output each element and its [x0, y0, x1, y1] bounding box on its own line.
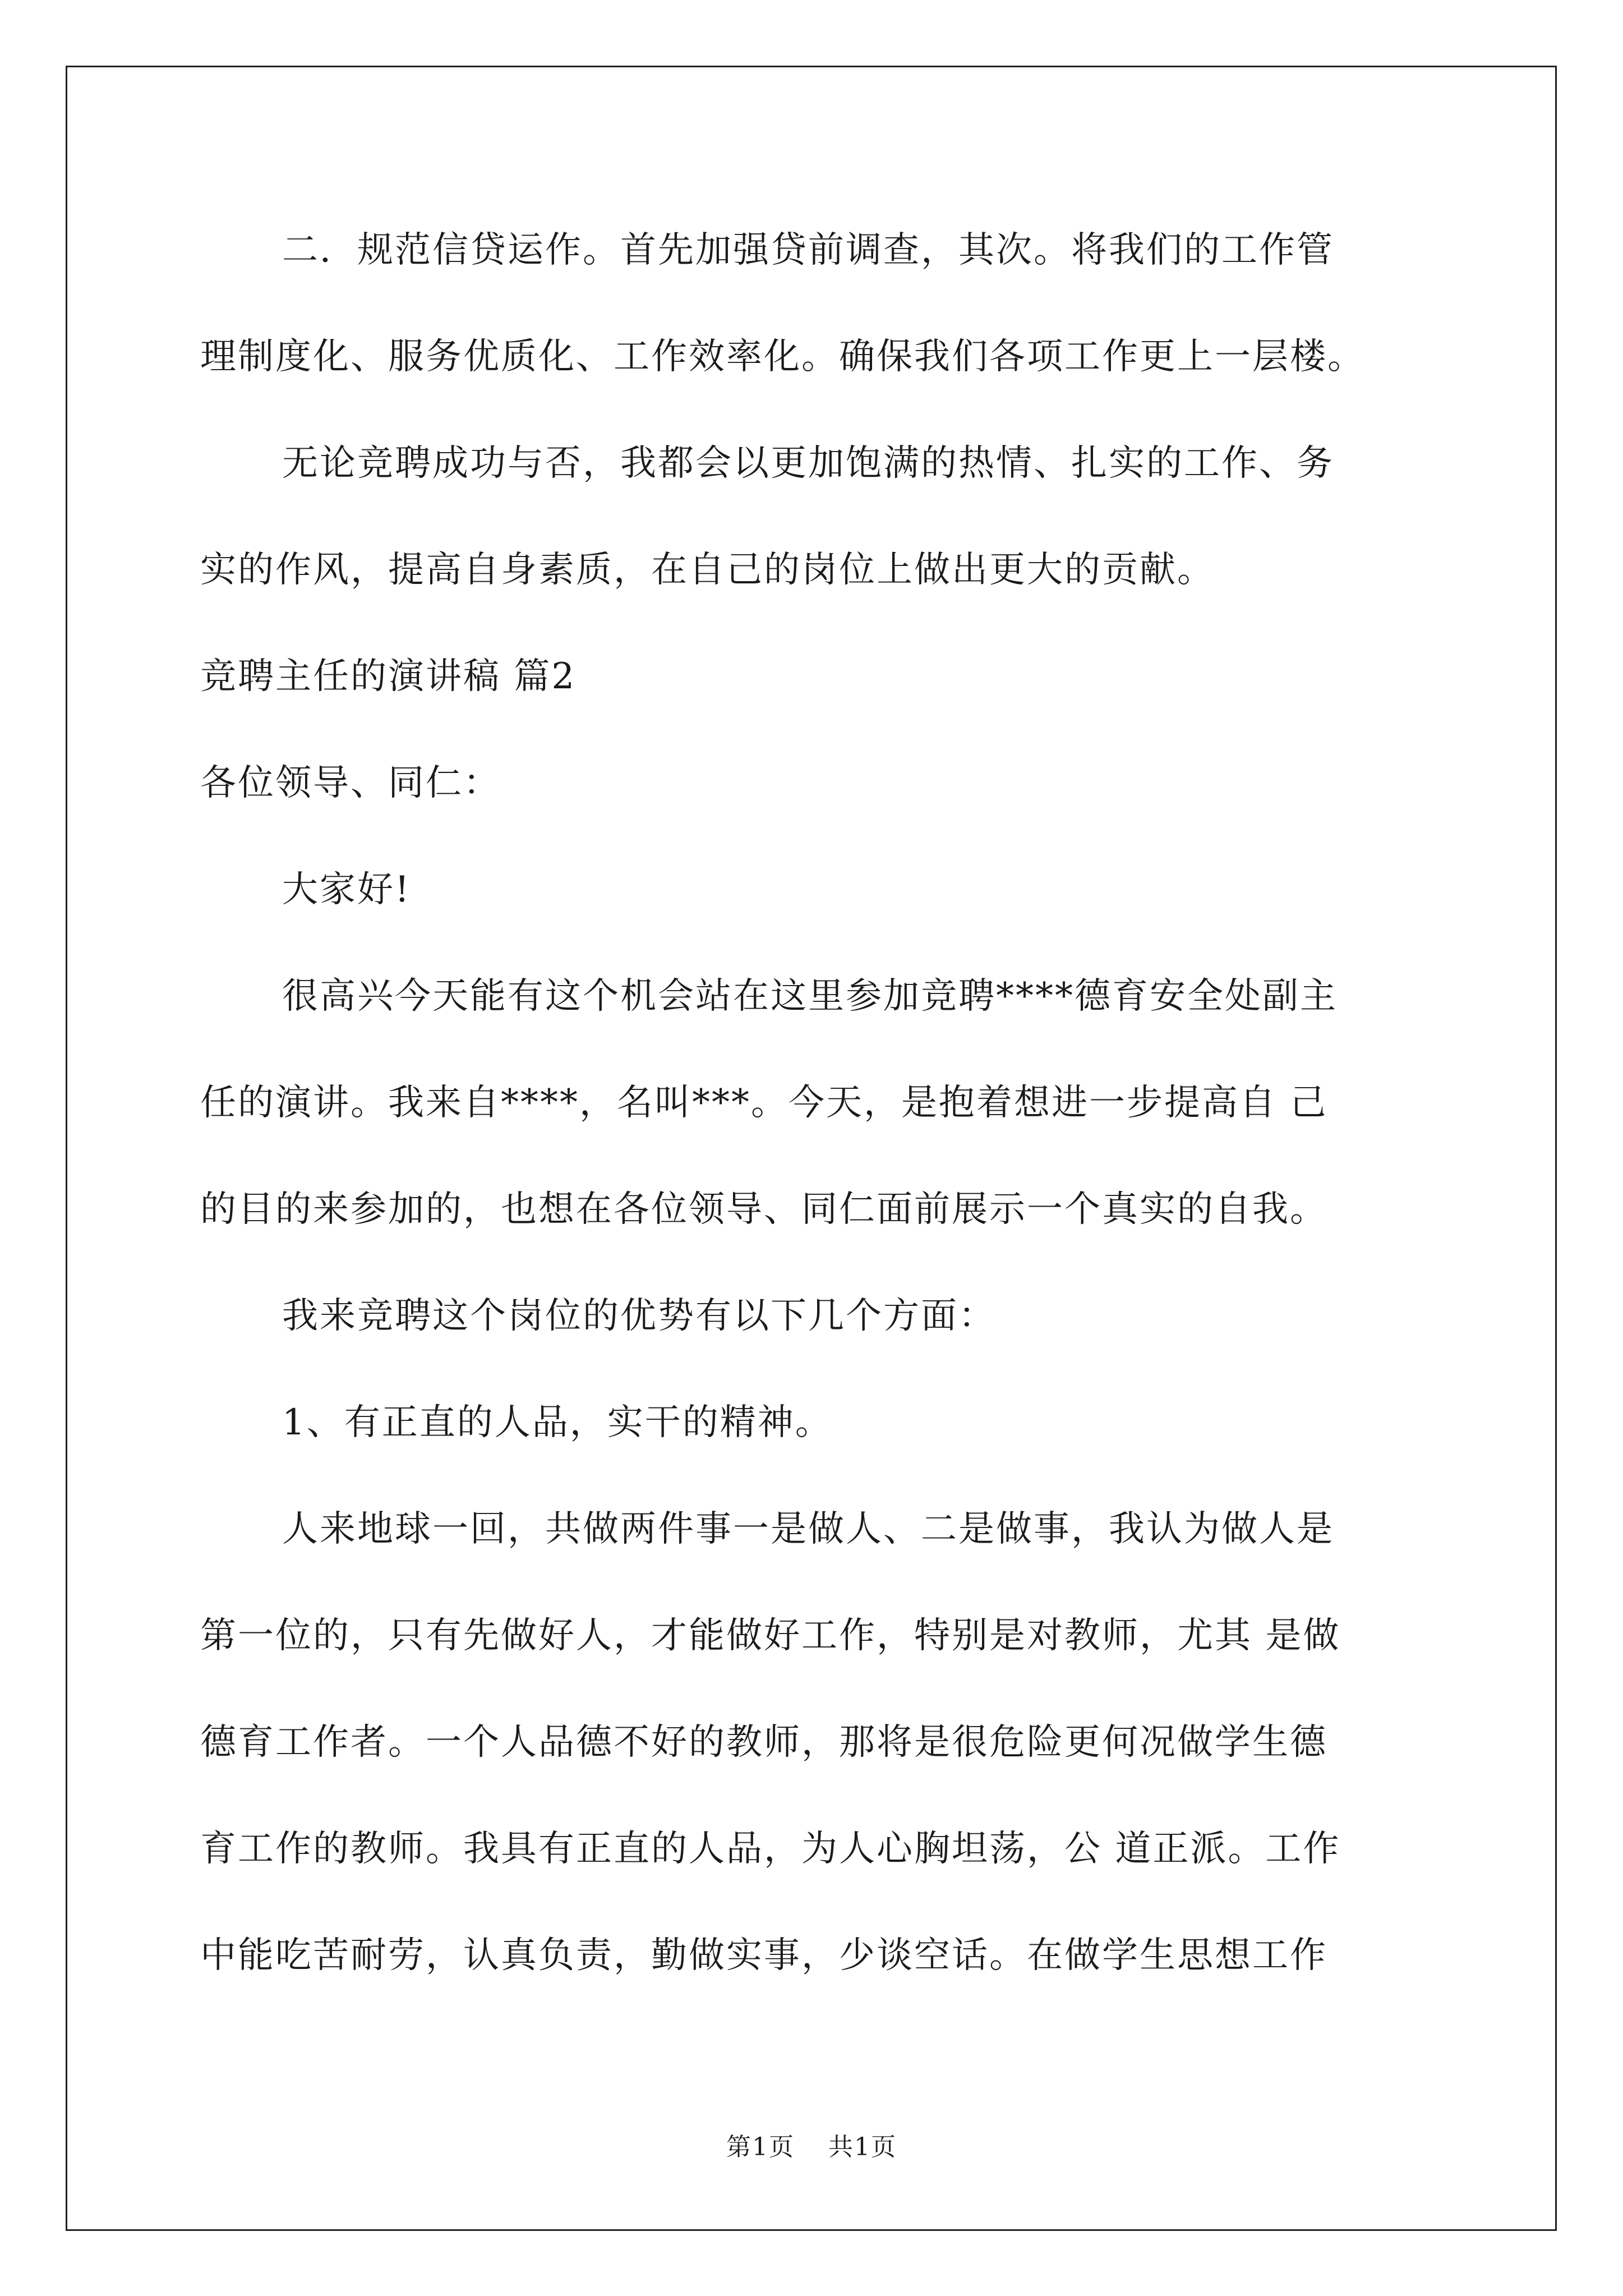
paragraph-line: 中能吃苦耐劳，认真负责，勤做实事，少谈空话。在做学生思想工作: [200, 1935, 1327, 1976]
paragraph-line: 德育工作者。一个人品德不好的教师，那将是很危险更何况做学生德: [200, 1722, 1327, 1763]
paragraph-line: 理制度化、服务优质化、工作效率化。确保我们各项工作更上一层楼。: [200, 336, 1365, 378]
paragraph-line: 育工作的教师。我具有正直的人品，为人心胸坦荡，公 道正派。工作: [200, 1828, 1341, 1870]
page-border: [66, 66, 1557, 2231]
paragraph-line: 很高兴今天能有这个机会站在这里参加竞聘****德育安全处副主: [282, 976, 1338, 1017]
section-heading: 竞聘主任的演讲稿 篇2: [200, 656, 577, 697]
paragraph-line: 第一位的，只有先做好人，才能做好工作，特别是对教师，尤其 是做: [200, 1615, 1341, 1657]
page-number: 第1页: [726, 2133, 795, 2161]
paragraph-line: 人来地球一回，共做两件事一是做人、二是做事，我认为做人是: [282, 1508, 1334, 1550]
paragraph-line: 任的演讲。我来自****，名叫***。今天，是抱着想进一步提高自 己: [200, 1082, 1328, 1124]
paragraph-line: 实的作风，提高自身素质，在自己的岗位上做出更大的贡献。: [200, 549, 1215, 591]
page-total: 共1页: [828, 2133, 897, 2161]
paragraph-line: 无论竞聘成功与否，我都会以更加饱满的热情、扎实的工作、务: [282, 443, 1334, 484]
paragraph-line: 二．规范信贷运作。首先加强贷前调查，其次。将我们的工作管: [282, 229, 1334, 271]
salutation: 各位领导、同仁：: [200, 762, 501, 804]
page-footer: [0, 2132, 1623, 2163]
paragraph-line: 的目的来参加的，也想在各位领导、同仁面前展示一个真实的自我。: [200, 1189, 1327, 1230]
list-item: 1、有正直的人品，实干的精神。: [282, 1402, 833, 1443]
paragraph-line: 我来竞聘这个岗位的优势有以下几个方面：: [282, 1295, 996, 1337]
greeting: 大家好!: [282, 869, 411, 910]
